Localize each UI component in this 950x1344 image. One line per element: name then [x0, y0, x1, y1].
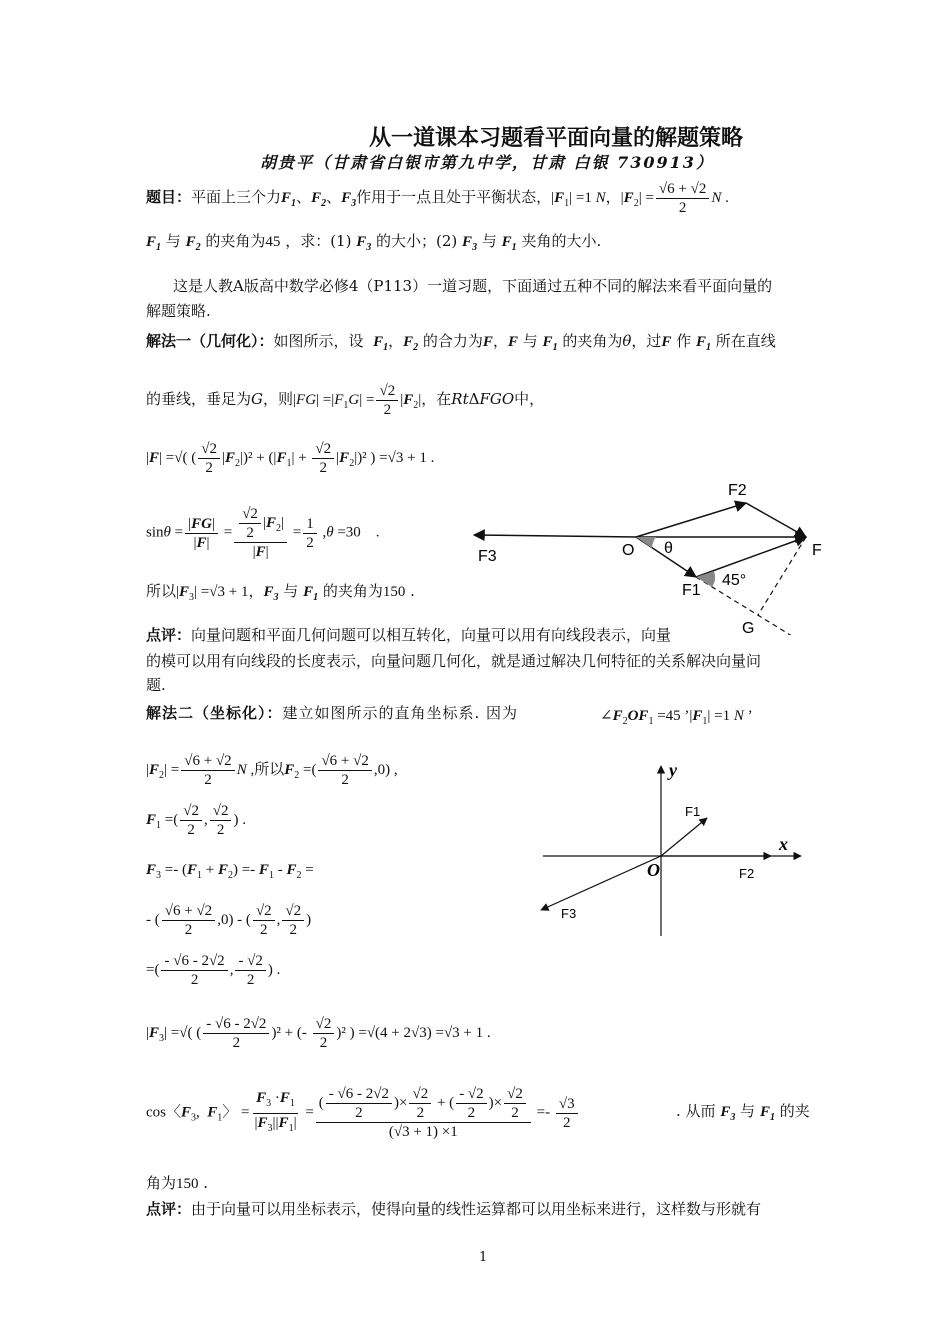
page-title: 从一道课本习题看平面向量的解题策略 [369, 126, 744, 151]
comment1-line-2: 的模可以用有向线段的长度表示，向量问题几何化，就是通过解决几何特征的关系解决向量问 [146, 652, 762, 670]
label-f3-coord: F3 [561, 906, 577, 921]
label-g: G [742, 620, 755, 635]
label-theta: θ [664, 540, 673, 557]
label-f1-coord: F1 [685, 804, 701, 819]
problem-line-1: 题目：平面上三个力$F_1$、$F_2$、$F_3$作用于一点且处于平衡状态，$|F_1| =1$ N，$|F_2|$ = $\frac{√6 + √2}{2}$ N . [146, 181, 729, 216]
problem-text-3: 与 [165, 232, 181, 250]
f-magnitude-eq: |F| =√( ( $\frac{√2}{2}$ $|F_2|)^2 + (|F_1|$ + $\frac{√2}{2}$ $|F_2|)^2$ ) =√3 + 1 . [146, 441, 435, 476]
figure-coordinate-system [535, 760, 815, 940]
label-o2: O [647, 860, 660, 880]
f3-coord-eq-1: $F_3 =- (F_1 + F_2) =- F_1 - F_2$ = [146, 862, 314, 881]
method1-line-1: 解法一（几何化）：如图所示，设 $F_1$，$F_2$ 的合力为F，F 与 $F_1$ 的夹角为θ，过F 作 $F_1$ 所在直线 [146, 332, 776, 353]
method1-text-7: 所在直线 [715, 332, 776, 350]
conc-1: 从而 [685, 1102, 716, 1120]
problem-text-2: 作用于一点且处于平衡状态， [356, 187, 552, 206]
f1-coord-eq: $F_1$ =( $\frac{√2}{2}$ , $\frac{√2}{2}$ ) . [146, 803, 246, 838]
f3-coord-eq-3: =( $\frac{- √6 - 2√2}{2}$ , $\frac{- √2}{2}$ ) . [146, 953, 281, 988]
conc-4: 角为 [146, 1174, 177, 1192]
method1-line2d: 中， [514, 389, 545, 408]
problem-label: 题目： [146, 187, 192, 206]
f2-coord-eq: $|F_2|$ = $\frac{√6 + √2}{2}$ N ,所以$F_2$ =( $\frac{√6 + √2}{2}$ ,0) , [146, 753, 398, 788]
figure-force-geometry [460, 475, 840, 635]
vec-f1b: $F_1$ [146, 234, 162, 253]
f1-to-f-line [696, 537, 806, 577]
method1-line2c: ，在 [421, 389, 452, 408]
f3-coord-eq-2: - ( $\frac{√6 + √2}{2}$ ,0) - ( $\frac{√2}{2}$ , $\frac{√2}{2}$ ) [146, 903, 312, 938]
method1-line-2: 的垂线，垂足为G，则$|FG| =|F_1G|$ = $\frac{√2}{2}$ $|F_2|$，在RtΔFGO中， [146, 383, 545, 418]
suoyi-2: 所以 [254, 761, 285, 778]
comment1-text-1: 向量问题和平面几何问题可以相互转化，向量可以用有向线段表示，向量 [191, 626, 672, 644]
vec-f1c: $F_1$ [501, 234, 517, 253]
problem-text-5: ，求：(1) [285, 232, 352, 250]
vec-f3: $F_3$ [341, 189, 357, 209]
label-y: y [669, 760, 677, 780]
vec-f1-coord [661, 818, 707, 856]
f2-to-f-line [746, 503, 806, 537]
label-f3: F3 [478, 548, 497, 565]
author-line: 胡贵平（甘肃省白银市第九中学，甘肃 白银 730913） [260, 153, 714, 172]
vec-f2-line [636, 503, 746, 537]
f3-magnitude-eq: $|F_3|$ =√( ( $\frac{- √6 - 2√2}{2}$ )² + (- $\frac{√2}{2}$ )² ) =√(4 + 2√3) =√3 + 1 . [146, 1016, 491, 1051]
cos-angle-eq: cos〈$F_3$, $F_1$〉 = $\frac{F_3 \cdot F_1}{|F_3||F_1|}$ = ( $\frac{- √6 - 2√2}{2}$ )× $\frac{√2}{2}$ + ( $\frac{- √2}{2}$ )× $\frac{√2}{2}$ (√3 + 1) ×1 =- $\frac{√3}{2}$ [146, 1085, 580, 1141]
label-45-deg: 45° [722, 572, 747, 589]
method1-text-5: ，过 [631, 332, 662, 350]
comment2-line-1 [146, 1196, 761, 1222]
fg-eq: $|FG| =|F_1G|$ = $\frac{√2}{2}$ $|F_2|$ [293, 383, 422, 418]
sin-theta-eq: sinθ = $\frac{|FG|}{|F|}$ = $\frac{√2}{2}$ $|F_2|$ |F| = $\frac{1}{2}$ ,θ =30 . [146, 506, 380, 560]
and-1: 与 [283, 582, 299, 600]
method1-label: 解法一（几何化）： [146, 332, 274, 350]
method2-text-1: 建立如图所示的直角坐标系. 因为 [282, 704, 519, 722]
problem-text-4: 的夹角为 [205, 232, 266, 250]
method2-label: 解法二（坐标化）： [146, 704, 283, 722]
page-number: 1 [479, 1250, 488, 1265]
label-f2: F2 [728, 482, 747, 499]
comment2-label: 点评： [146, 1200, 192, 1218]
vec-f3c: $F_3$ [462, 234, 478, 253]
label-x: x [779, 834, 788, 854]
problem-line-2 [146, 228, 601, 261]
problem-text-1: 平面上三个力 [191, 187, 282, 206]
method1-text-1: 如图所示，设 [273, 332, 364, 350]
problem-angle: 45 [265, 234, 281, 250]
intro-line-2: 解题策略. [146, 302, 211, 320]
comment2-text-1: 由于向量可以用坐标表示，使得向量的线性运算都可以用坐标来进行，这样数与形就有 [191, 1200, 762, 1218]
conc-3: 的夹 [779, 1102, 810, 1120]
method1-conclusion: 所以$|F_3| =√3 + 1$，$F_3$ 与 $F_1$ 的夹角为150 . [146, 582, 415, 603]
theta-angle-mark [636, 537, 656, 548]
suoyi-1: 所以 [146, 582, 177, 600]
intro-line-1: 这是人教A版高中数学必修4（P113）一道习题，下面通过五种不同的解法来看平面向量的 [173, 277, 773, 295]
comment1-label: 点评： [146, 626, 192, 644]
angle-is-1: 的夹角为 [322, 582, 383, 600]
method1-text-4: 的夹角为 [562, 332, 623, 350]
method1-text-2: 的合力为 [422, 332, 483, 350]
method2-conclusion-2: 角为150 . [146, 1174, 209, 1192]
angle-150-1: 150 [382, 584, 406, 600]
label-f1: F1 [682, 582, 701, 599]
f2-magnitude: $|F_2|$ = $\frac{√6 + √2}{2}$ N . [620, 181, 729, 216]
vec-f2: $F_2$ [311, 189, 327, 209]
method2-line-1 [146, 700, 518, 726]
vec-f3-coord [541, 856, 661, 910]
comment1-line-1 [146, 622, 671, 648]
label-f: F [812, 542, 822, 559]
method2-conclusion-1: . 从而 $F_3$ 与 $F_1$ 的夹 [676, 1102, 810, 1123]
angle-150-2: 150 [176, 1176, 199, 1192]
conc-2: 与 [740, 1102, 756, 1120]
angle-f2-o-f1: $\angle F_2OF_1 =45$ $’|F_1| =1$ N ’ [600, 708, 753, 727]
method1-text-6: 作 [676, 332, 692, 350]
fg-dashed-line [758, 537, 806, 615]
problem-text-7: 与 [481, 232, 497, 250]
label-f2-coord: F2 [739, 866, 755, 881]
vec-f2b: $F_2$ [185, 234, 201, 253]
vec-f1: $F_1$ [281, 189, 297, 209]
method1-line2a: 的垂线，垂足为 [146, 389, 252, 408]
f1-magnitude: $|F_1| =1$ N [551, 189, 606, 209]
method1-text-3: 与 [522, 332, 538, 350]
problem-text-6: 的大小；(2) [376, 232, 458, 250]
comment1-line-3: 题. [146, 676, 166, 694]
vec-f3b: $F_3$ [356, 234, 372, 253]
problem-text-8: 夹角的大小. [521, 232, 602, 250]
label-o: O [622, 542, 635, 559]
method1-line2b: ，则 [263, 389, 294, 408]
vec-f3-line [474, 535, 636, 537]
